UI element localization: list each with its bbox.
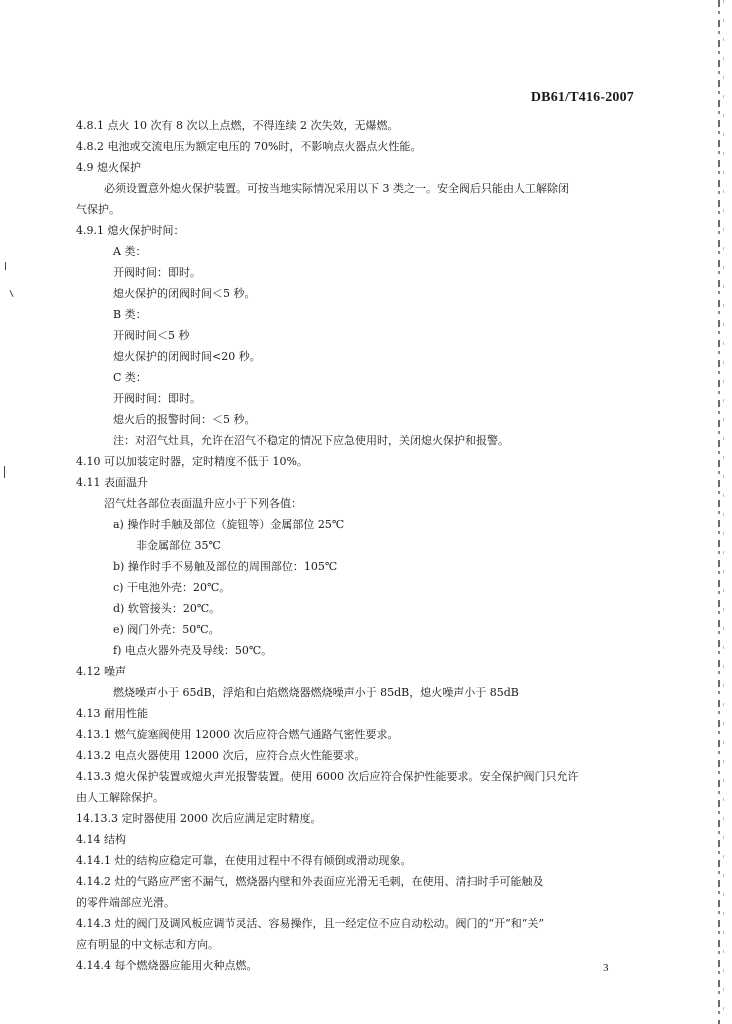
class-label-a: A 类：	[113, 245, 147, 258]
class-label-c: C 类：	[113, 371, 147, 384]
paragraph-line: 开阀时间：即时。	[113, 266, 201, 279]
paragraph-line: 熄火保护的闭阀时间<20 秒。	[113, 350, 261, 363]
paragraph-line: 熄火后的报警时间：＜5 秒。	[113, 413, 256, 426]
section-heading-4-14: 4.14 结构	[76, 833, 126, 846]
clause-4-14-1: 4.14.1 灶的结构应稳定可靠，在使用过程中不得有倾倒或滑动现象。	[76, 854, 412, 867]
paragraph-line: 气保护。	[76, 203, 120, 216]
scan-speck	[10, 290, 14, 297]
clause-4-13-1: 4.13.1 燃气旋塞阀使用 12000 次后应符合燃气通路气密性要求。	[76, 728, 399, 741]
list-item-e: e) 阀门外壳：50℃。	[113, 623, 220, 636]
list-item-d: d) 软管接头：20℃。	[113, 602, 221, 615]
list-item-continuation: 非金属部位 35℃	[136, 539, 221, 552]
note-line: 注：对沼气灶具，允许在沼气不稳定的情况下应急使用时，关闭熄火保护和报警。	[113, 434, 509, 447]
list-item-c: c) 干电池外壳：20℃。	[113, 581, 231, 594]
clause-4-8-2: 4.8.2 电池或交流电压为额定电压的 70%时，不影响点火器点火性能。	[76, 140, 422, 153]
section-heading-4-12: 4.12 噪声	[76, 665, 126, 678]
section-heading-4-11: 4.11 表面温升	[76, 476, 148, 489]
clause-14-13-3: 14.13.3 定时器使用 2000 次后应满足定时精度。	[76, 812, 322, 825]
paragraph-line: 开阀时间：即时。	[113, 392, 201, 405]
paragraph-line: 开阀时间＜5 秒	[113, 329, 190, 342]
clause-4-14-3: 4.14.3 灶的阀门及调风板应调节灵活、容易操作，且一经定位不应自动松动。阀门的“开”和“关”	[76, 917, 544, 930]
clause-4-13-3: 4.13.3 熄火保护装置或熄火声光报警装置。使用 6000 次后应符合保护性能要求。安全保护阀门只允许	[76, 770, 579, 783]
standard-code: DB61/T416-2007	[530, 90, 634, 105]
clause-4-14-4: 4.14.4 每个燃烧器应能用火种点燃。	[76, 959, 258, 972]
scan-speck	[4, 466, 5, 478]
paragraph-line: 由人工解除保护。	[76, 791, 164, 804]
list-item-f: f) 电点火器外壳及导线：50℃。	[113, 644, 273, 657]
clause-4-10: 4.10 可以加装定时器，定时精度不低于 10%。	[76, 455, 308, 468]
paragraph-line: 必须设置意外熄火保护装置。可按当地实际情况采用以下 3 类之一。安全阀后只能由人工解除闭	[104, 182, 569, 195]
section-heading-4-13: 4.13 耐用性能	[76, 707, 148, 720]
clause-4-13-2: 4.13.2 电点火器使用 12000 次后，应符合点火性能要求。	[76, 749, 366, 762]
scan-edge-noise	[723, 0, 724, 1024]
clause-4-9-1: 4.9.1 熄火保护时间：	[76, 224, 185, 237]
list-item-a: a) 操作时手触及部位（旋钮等）金属部位 25℃	[113, 518, 345, 531]
page-number: 3	[603, 962, 609, 974]
clause-4-8-1: 4.8.1 点火 10 次有 8 次以上点燃，不得连续 2 次失效，无爆燃。	[76, 119, 399, 132]
list-item-b: b) 操作时手不易触及部位的周围部位：105℃	[113, 560, 338, 573]
class-label-b: B 类：	[113, 308, 147, 321]
paragraph-line: 的零件端部应光滑。	[76, 896, 175, 909]
paragraph-line: 熄火保护的闭阀时间＜5 秒。	[113, 287, 256, 300]
paragraph-line: 燃烧噪声小于 65dB，浮焰和白焰燃烧器燃烧噪声小于 85dB，熄火噪声小于 85dB	[113, 686, 519, 699]
scan-edge-shadow	[718, 0, 720, 1024]
section-heading-4-9: 4.9 熄火保护	[76, 161, 141, 174]
paragraph-line: 沼气灶各部位表面温升应小于下列各值：	[104, 497, 302, 510]
scan-speck	[5, 262, 6, 270]
paragraph-line: 应有明显的中文标志和方向。	[76, 938, 219, 951]
clause-4-14-2: 4.14.2 灶的气路应严密不漏气，燃烧器内壁和外表面应光滑无毛刺，在使用、清扫时手可能触及	[76, 875, 544, 888]
